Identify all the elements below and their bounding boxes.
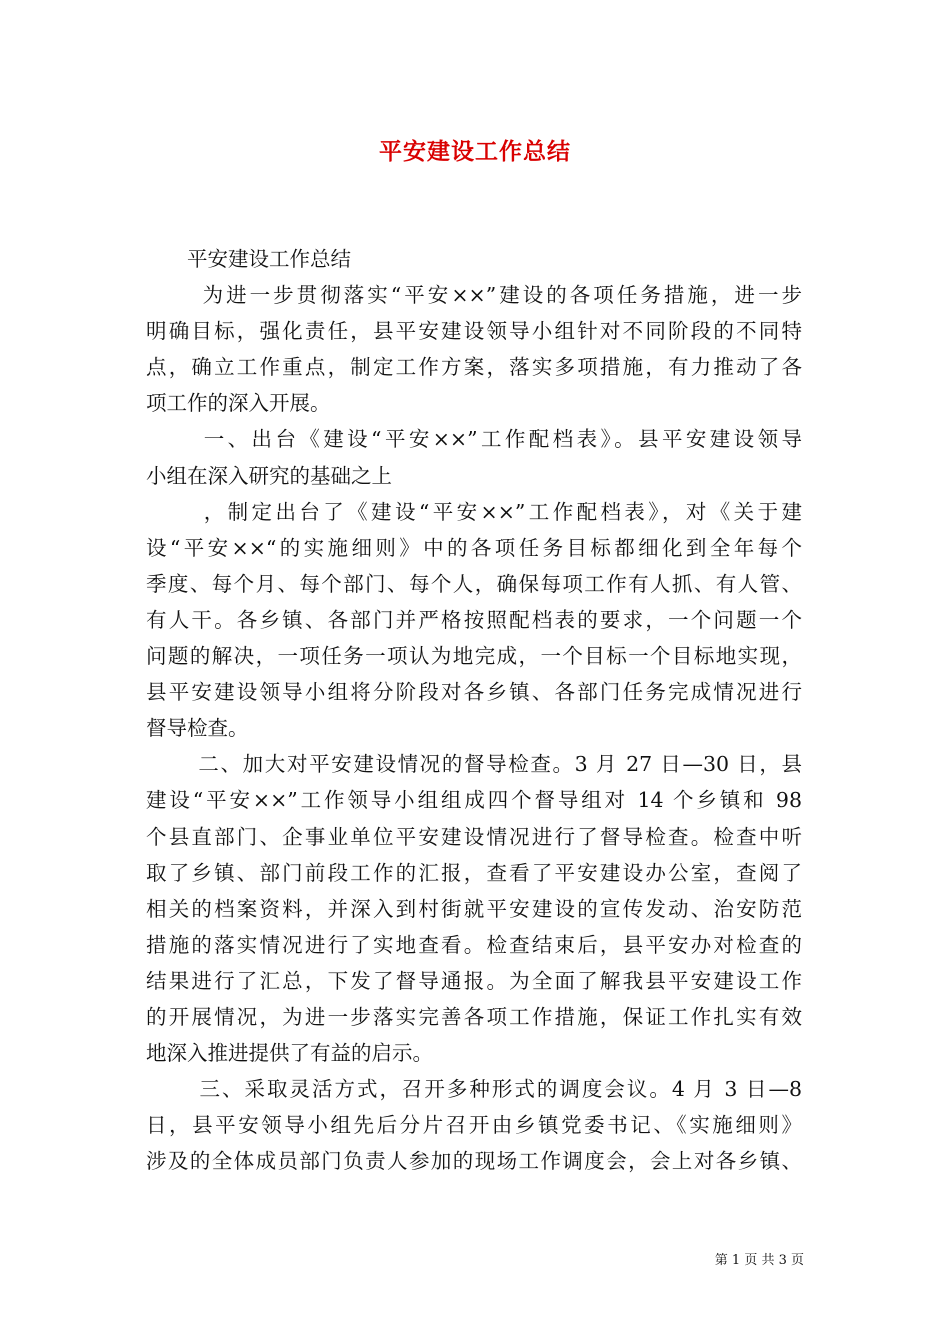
text-line: 措施的落实情况进行了实地查看。检查结束后，县平安办对检查的 (146, 932, 802, 957)
text-line: 二、加大对平安建设情况的督导检查。3 月 27 日—30 日，县 (146, 752, 802, 777)
text-line: 问题的解决，一项任务一项认为地完成，一个目标一个目标地实现， (146, 644, 802, 669)
document-body (146, 241, 802, 1179)
text-line: 督导检查。 (146, 716, 249, 741)
text-line: 设“平安××“的实施细则》中的各项任务目标都细化到全年每个 (146, 535, 802, 560)
text-line: 建设“平安××”工作领导小组组成四个督导组对 14 个乡镇和 98 (146, 788, 802, 813)
text-line: 一、出台《建设“平安××”工作配档表》。县平安建设领导 (146, 427, 802, 452)
text-line: 取了乡镇、部门前段工作的汇报，查看了平安建设办公室，查阅了 (146, 860, 802, 885)
text-line: 结果进行了汇总，下发了督导通报。为全面了解我县平安建设工作 (146, 968, 802, 993)
text-line: 平安建设工作总结 (146, 247, 351, 271)
document-title: 平安建设工作总结 (379, 138, 571, 165)
text-line: 个县直部门、企事业单位平安建设情况进行了督导检查。检查中听 (146, 824, 802, 849)
text-line: 相关的档案资料，并深入到村街就平安建设的宣传发动、治安防范 (146, 896, 802, 921)
text-line: 小组在深入研究的基础之上 (146, 463, 392, 488)
text-line: 县平安建设领导小组将分阶段对各乡镇、各部门任务完成情况进行 (146, 680, 802, 705)
text-line: 项工作的深入开展。 (146, 391, 331, 416)
page-number: 第 1 页 共 3 页 (714, 1253, 804, 1268)
text-line: ，制定出台了《建设“平安××”工作配档表》，对《关于建 (146, 499, 802, 524)
text-line: 明确目标，强化责任，县平安建设领导小组针对不同阶段的不同特 (146, 319, 802, 344)
text-line: 季度、每个月、每个部门、每个人，确保每项工作有人抓、有人管、 (146, 571, 802, 596)
text-line: 点，确立工作重点，制定工作方案，落实多项措施，有力推动了各 (146, 355, 802, 380)
text-line: 有人干。各乡镇、各部门并严格按照配档表的要求，一个问题一个 (146, 607, 802, 632)
text-line: 的开展情况，为进一步落实完善各项工作措施，保证工作扎实有效 (146, 1004, 802, 1029)
text-line: 三、采取灵活方式，召开多种形式的调度会议。4 月 3 日—8 (146, 1077, 802, 1102)
text-line: 涉及的全体成员部门负责人参加的现场工作调度会，会上对各乡镇、 (146, 1149, 802, 1174)
text-line: 为进一步贯彻落实“平安××”建设的各项任务措施，进一步 (146, 283, 802, 308)
text-line: 地深入推进提供了有益的启示。 (146, 1041, 433, 1066)
text-line: 日，县平安领导小组先后分片召开由乡镇党委书记、《实施细则》 (146, 1113, 802, 1138)
